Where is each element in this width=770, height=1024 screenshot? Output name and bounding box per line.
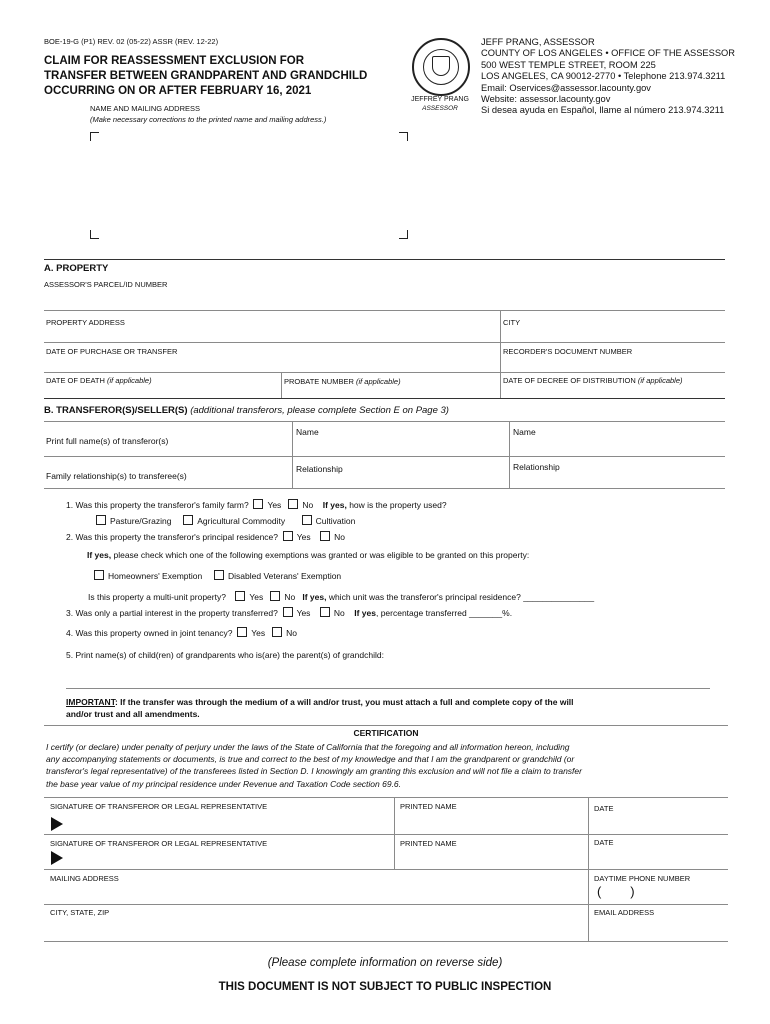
office-line-7: Si desea ayuda en Español, llame al número 213.974.3211	[481, 105, 725, 116]
decree-field[interactable]	[503, 376, 683, 385]
name-address-note: (Make necessary corrections to the printed name and mailing address.)	[90, 115, 327, 124]
office-line-4: LOS ANGELES, CA 90012-2770 • Telephone 213.974.3211	[481, 71, 726, 82]
multi-yes-label: Yes	[249, 592, 264, 602]
rule	[44, 797, 728, 798]
seal-name: JEFFREY PRANG	[411, 96, 469, 103]
property-address-label[interactable]: PROPERTY ADDRESS	[46, 318, 125, 327]
multi-unit-question	[88, 591, 594, 602]
multi-rest: which unit was the transferor's principal residence? _______________	[326, 592, 595, 602]
q3-text: 3. Was only a partial interest in the property transferred?	[66, 608, 278, 618]
pasture-label: Pasture/Grazing	[110, 516, 172, 526]
date-death-note: (if applicable)	[106, 376, 152, 385]
printed-name-field-1[interactable]: PRINTED NAME	[400, 802, 457, 811]
multi-if-yes: If yes,	[302, 592, 327, 602]
q3-if-yes: If yes	[354, 608, 376, 618]
office-line-3: 500 WEST TEMPLE STREET, ROOM 225	[481, 59, 656, 70]
reverse-note: (Please complete information on reverse side)	[267, 957, 503, 969]
title-line-2: TRANSFER BETWEEN GRANDPARENT AND GRANDCHILD	[44, 70, 368, 82]
q2-no-label: No	[334, 532, 345, 542]
mailing-address-field[interactable]: MAILING ADDRESS	[50, 874, 119, 883]
rule	[44, 834, 728, 835]
important-note	[66, 696, 726, 720]
family-rel-label: Family relationship(s) to transferee(s)	[46, 471, 187, 481]
date-field-1[interactable]: DATE	[594, 804, 614, 813]
office-info	[481, 37, 735, 117]
name-address-label: NAME AND MAILING ADDRESS	[90, 104, 201, 113]
corner-top-left	[90, 132, 99, 141]
agricultural-label: Agricultural Commodity	[197, 516, 286, 526]
divider	[394, 797, 395, 869]
sign-here-arrow-icon	[51, 817, 63, 831]
cultivation-checkbox[interactable]	[302, 515, 312, 525]
name-field-1[interactable]: Name	[296, 427, 319, 437]
cultivation-label: Cultivation	[315, 516, 356, 526]
divider	[281, 372, 282, 398]
divider	[588, 869, 589, 941]
divider	[500, 310, 501, 342]
q1-yes-checkbox[interactable]	[253, 499, 263, 509]
rule	[44, 904, 728, 905]
city-label[interactable]: CITY	[503, 318, 521, 327]
q1-no-checkbox[interactable]	[288, 499, 298, 509]
homeowners-label: Homeowners' Exemption	[108, 571, 203, 581]
sign-here-arrow-icon	[51, 851, 63, 865]
office-line-6: Website: assessor.lacounty.gov	[481, 94, 611, 105]
probate-field[interactable]	[284, 377, 401, 386]
rule	[44, 725, 728, 726]
q3-yes-checkbox[interactable]	[283, 607, 293, 617]
signature-label-2: SIGNATURE OF TRANSFEROR OR LEGAL REPRESENTATIVE	[50, 839, 268, 848]
agricultural-checkbox[interactable]	[183, 515, 193, 525]
section-b-note: (additional transferors, please complete Section E on Page 3)	[190, 405, 449, 416]
q1-rest: how is the property used?	[346, 500, 447, 510]
city-state-zip-field[interactable]: CITY, STATE, ZIP	[50, 908, 110, 917]
parcel-label[interactable]: ASSESSOR'S PARCEL/ID NUMBER	[44, 280, 168, 289]
title-line-1: CLAIM FOR REASSESSMENT EXCLUSION FOR	[44, 55, 305, 67]
q2-yes-label: Yes	[296, 532, 311, 542]
question-4	[66, 627, 297, 638]
q1-no-label: No	[302, 500, 314, 510]
cert-line-4: the base year value of my principal residence under Revenue and Taxation Code section 69.6.	[46, 778, 402, 789]
rule	[44, 310, 725, 311]
probate-label: PROBATE NUMBER	[284, 377, 354, 386]
section-b-heading	[44, 405, 449, 416]
section-a-rule	[44, 259, 725, 260]
county-seal-icon	[412, 38, 470, 96]
veterans-checkbox[interactable]	[214, 570, 224, 580]
corner-top-right	[399, 132, 408, 141]
multi-yes-checkbox[interactable]	[235, 591, 245, 601]
signature-field-2[interactable]	[70, 848, 390, 868]
cert-line-1: I certify (or declare) under penalty of perjury under the laws of the State of California that the foregoing and all information hereon, including	[46, 742, 570, 752]
q2-rest: please check which one of the following exemptions was granted or was eligible to be granted on this property:	[111, 550, 530, 560]
corner-bottom-left	[90, 230, 99, 239]
date-purchase-label[interactable]: DATE OF PURCHASE OR TRANSFER	[46, 347, 178, 356]
multi-unit-text: Is this property a multi-unit property?	[88, 592, 226, 602]
question-2	[66, 531, 345, 542]
rule	[44, 342, 725, 343]
certification-heading: CERTIFICATION	[353, 728, 419, 738]
q5-answer-line[interactable]	[66, 688, 710, 689]
email-field[interactable]: EMAIL ADDRESS	[594, 908, 655, 917]
veterans-label: Disabled Veterans' Exemption	[228, 571, 342, 581]
relationship-field-2[interactable]: Relationship	[513, 462, 560, 472]
rule	[44, 488, 725, 489]
name-field-2[interactable]: Name	[513, 427, 536, 437]
q3-no-label: No	[333, 608, 345, 618]
q2-yes-checkbox[interactable]	[283, 531, 293, 541]
q2-if-yes-line	[87, 550, 529, 560]
farm-use-options	[96, 515, 355, 526]
rule	[44, 421, 725, 422]
rule	[44, 456, 725, 457]
date-death-label: DATE OF DEATH	[46, 376, 105, 385]
q1-if-yes: If yes,	[322, 500, 347, 510]
q2-if-yes: If yes,	[87, 550, 112, 560]
rule	[44, 372, 725, 373]
signature-field-1[interactable]	[70, 812, 390, 834]
print-names-label: Print full name(s) of transferor(s)	[46, 436, 169, 446]
question-3	[66, 607, 512, 618]
office-line-2: COUNTY OF LOS ANGELES • OFFICE OF THE ASSESSOR	[481, 48, 735, 59]
important-label: IMPORTANT	[66, 697, 115, 707]
important-text-2: and/or trust and all amendments.	[66, 709, 200, 719]
important-text-1: : If the transfer was through the medium of a will and/or trust, you must attach a full and complete copy of the will	[114, 697, 574, 707]
multi-no-label: No	[284, 592, 296, 602]
form-title	[44, 54, 367, 99]
q1-yes-label: Yes	[267, 500, 282, 510]
probate-note: (if applicable)	[355, 377, 401, 386]
question-5: 5. Print name(s) of child(ren) of grandparents who is(are) the parent(s) of grandchild:	[66, 650, 384, 660]
cert-line-3: transferor's legal representative) of the transferees listed in Section D. I knowingly am granting this exclusion and will not file a claim to transfer	[46, 766, 582, 777]
divider	[500, 342, 501, 372]
section-a-heading: A. PROPERTY	[44, 263, 109, 274]
q3-rest: , percentage transferred _______%.	[375, 608, 513, 618]
q4-yes-label: Yes	[251, 628, 266, 638]
section-b-title: B. TRANSFEROR(S)/SELLER(S)	[44, 405, 188, 416]
title-line-3: OCCURRING ON OR AFTER FEBRUARY 16, 2021	[44, 85, 312, 97]
q4-yes-checkbox[interactable]	[237, 627, 247, 637]
recorder-doc-label[interactable]: RECORDER'S DOCUMENT NUMBER	[503, 347, 633, 356]
rule	[44, 941, 728, 942]
divider	[500, 372, 501, 398]
q1-text: 1. Was this property the transferor's family farm?	[66, 500, 249, 510]
question-1	[66, 499, 447, 510]
q4-no-label: No	[286, 628, 298, 638]
corner-bottom-right	[399, 230, 408, 239]
q2-text: 2. Was this property the transferor's principal residence?	[66, 532, 279, 542]
not-public-notice: THIS DOCUMENT IS NOT SUBJECT TO PUBLIC INSPECTION	[218, 981, 552, 993]
phone-field[interactable]: ( )	[597, 884, 635, 899]
date-death-field[interactable]	[46, 376, 152, 385]
divider	[509, 421, 510, 488]
seal-role: ASSESSOR	[422, 105, 458, 112]
divider	[588, 797, 589, 869]
q3-yes-label: Yes	[296, 608, 311, 618]
divider	[292, 421, 293, 488]
form-id: BOE-19-G (P1) REV. 02 (05-22) ASSR (REV. 12-22)	[44, 37, 219, 46]
exemption-options	[94, 570, 341, 581]
q3-no-checkbox[interactable]	[320, 607, 330, 617]
decree-label: DATE OF DECREE OF DISTRIBUTION	[503, 376, 636, 385]
q4-no-checkbox[interactable]	[272, 627, 282, 637]
relationship-field-1[interactable]: Relationship	[296, 464, 343, 474]
printed-name-field-2[interactable]: PRINTED NAME	[400, 839, 457, 848]
office-line-1: JEFF PRANG, ASSESSOR	[481, 37, 595, 47]
decree-note: (if applicable)	[637, 376, 683, 385]
multi-no-checkbox[interactable]	[270, 591, 280, 601]
certification-text	[46, 741, 582, 790]
office-line-5: Email: Oservices@assessor.lacounty.gov	[481, 82, 651, 93]
date-field-2[interactable]: DATE	[594, 838, 614, 847]
pasture-checkbox[interactable]	[96, 515, 106, 525]
homeowners-checkbox[interactable]	[94, 570, 104, 580]
rule	[44, 869, 728, 870]
phone-label: DAYTIME PHONE NUMBER	[594, 874, 691, 883]
q2-no-checkbox[interactable]	[320, 531, 330, 541]
signature-label-1: SIGNATURE OF TRANSFEROR OR LEGAL REPRESENTATIVE	[50, 802, 268, 811]
cert-line-2: any accompanying statements or documents, is true and correct to the best of my knowledge and that I am the grandparent or grandchild (or	[46, 754, 575, 765]
q4-text: 4. Was this property owned in joint tenancy?	[66, 628, 233, 638]
section-b-rule	[44, 398, 725, 399]
